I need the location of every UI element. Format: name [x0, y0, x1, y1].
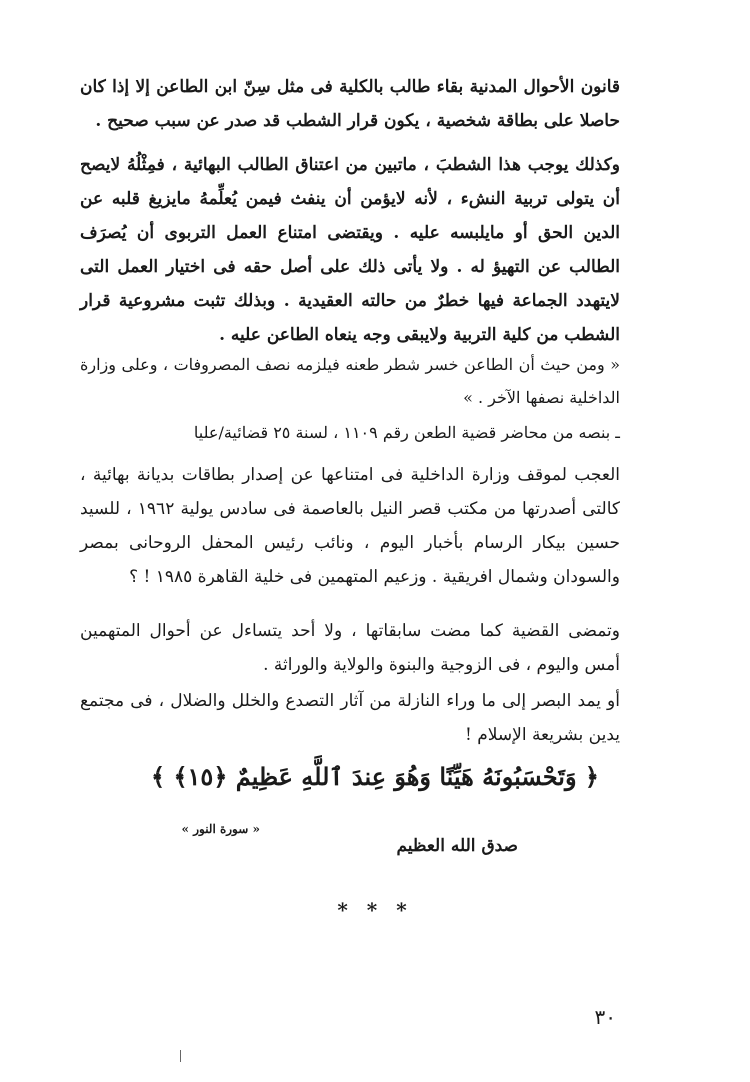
paragraph-3-quote: « ومن حيث أن الطاعن خسر شطر طعنه فيلزمه نصف المصروفات ، وعلى وزارة الداخلية نصفها الآخر . » — [80, 355, 620, 407]
paragraph-2: وكذلك يوجب هذا الشطبَ ، ماتبين من اعتناق الطالب البهائية ، فمِثْلُهُ لايصح أن يتولى تربية النشء ، لأنه لايؤمن أن ينفث فيمن يُعلِّمهُ مايزيغ قلبه عن الدين الحق أو مايلبسه عليه . ويقتضى امتناع العمل التربوى أن يُصرَف الطالب عن التهيؤ له . ولا يأتى ذلك على أصل حقه فى اختيار العمل التى لايتهدد الجماعة فيها خطرٌ من حالته العقيدية . وبذلك تثبت مشروعية قرار الشطب من كلية التربية ولايبقى وجه ينعاه الطاعن عليه . — [80, 155, 620, 345]
paragraph-1: قانون الأحوال المدنية بقاء طالب بالكلية فى مثل سِنّ ابن الطاعن إلا إذا كان حاصلا على بطاقة شخصية ، يكون قرار الشطب قد صدر عن سبب صحيح . — [80, 77, 620, 131]
surah-reference: « سورة النور » — [181, 822, 260, 836]
closing-phrase: صدق الله العظيم — [396, 836, 518, 856]
section-separator: * * * — [337, 898, 413, 922]
paragraph-6: وتمضى القضية كما مضت سابقاتها ، ولا أحد يتساءل عن أحوال المتهمين أمس واليوم ، فى الزوجية والبنوة والولاية والوراثة . — [80, 621, 620, 675]
quran-verse: ﴿ وَتَحْسَبُونَهُ هَيِّنًا وَهُوَ عِندَ ٱللَّهِ عَظِيمٌ ﴿١٥﴾ ﴾ — [151, 762, 599, 791]
paragraph-7: أو يمد البصر إلى ما وراء النازلة من آثار التصدع والخلل والضلال ، فى مجتمع يدين بشريعة الإسلام ! — [80, 691, 620, 745]
citation-line: ـ بنصه من محاضر قضية الطعن رقم ١١٠٩ ، لسنة ٢٥ قضائية/عليا — [193, 423, 620, 442]
paragraph-5: العجب لموقف وزارة الداخلية فى امتناعها عن إصدار بطاقات بديانة بهائية ، كالتى أصدرتها من مكتب قصر النيل بالعاصمة فى سادس يولية ١٩٦٢ ، للسيد حسين بيكار الرسام بأخبار اليوم ، ونائب رئيس المحفل الروحانى بمصر والسودان وشمال افريقية . وزعيم المتهمين فى خلية القاهرة ١٩٨٥ ! ؟ — [80, 465, 620, 587]
page-number: ٣٠ — [594, 1005, 616, 1029]
scan-mark — [180, 1050, 181, 1062]
